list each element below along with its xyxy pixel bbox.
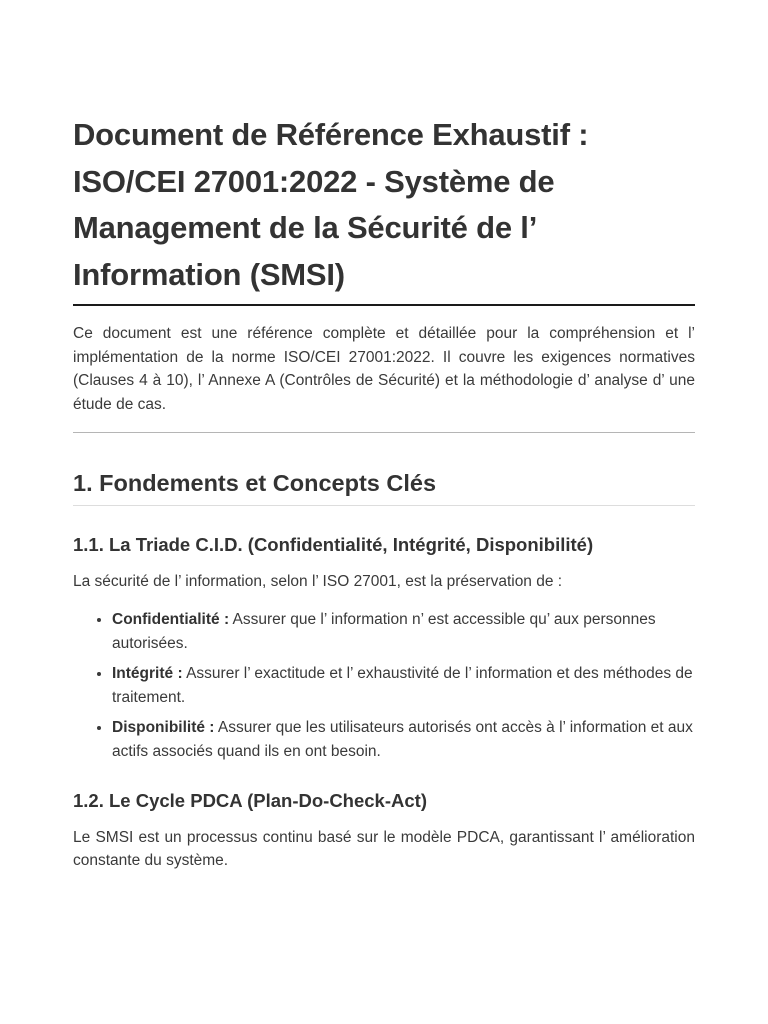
list-item [112, 662, 695, 709]
document-page [73, 112, 695, 873]
list-item-term: Confidentialité : [112, 610, 230, 628]
list-item-term: Intégrité : [112, 665, 183, 683]
section-divider [73, 505, 695, 506]
subsection-text: La sécurité de l’ information, selon l’ ISO 27001, est la préservation de : [73, 573, 563, 591]
subsection-title: 1.2. Le Cycle PDCA (Plan-Do-Check-Act) [73, 789, 427, 811]
section-title: 1. Fondements et Concepts Clés [73, 470, 437, 497]
intro-paragraph: Ce document est une référence complète et détaillée pour la compréhension et l’ implémentation de la norme ISO/CEI 27001:2022. Il couvre les exigences normatives (Clauses 4 à 10), l’ Annexe A (Contrôles de Sécurité) et la méthodologie d’ analyse d’ une étude de cas. [73, 325, 695, 413]
subsection-text: Le SMSI est un processus continu basé sur le modèle PDCA, garantissant l’ amélioration constante du système. [73, 828, 695, 870]
list-item-text: Assurer que les utilisateurs autorisés ont accès à l’ information et aux actifs associés quand ils en ont besoin. [112, 719, 693, 760]
list-item-text: Assurer l’ exactitude et l’ exhaustivité de l’ information et des méthodes de traitement. [112, 665, 693, 706]
list-item-term: Disponibilité : [112, 719, 215, 737]
title-divider [73, 304, 695, 306]
intro-divider [73, 432, 695, 433]
subsection-title: 1.1. La Triade C.I.D. (Confidentialité, Intégrité, Disponibilité) [73, 534, 594, 556]
list-item-text: Assurer que l’ information n’ est accessible qu’ aux personnes autorisées. [112, 610, 656, 652]
cid-list [73, 608, 695, 764]
list-item [112, 716, 695, 763]
document-title: Document de Référence Exhaustif : ISO/CEI 27001:2022 - Système de Management de la Sécurité de l’ Information (SMSI) [73, 117, 589, 292]
list-item [112, 608, 695, 655]
